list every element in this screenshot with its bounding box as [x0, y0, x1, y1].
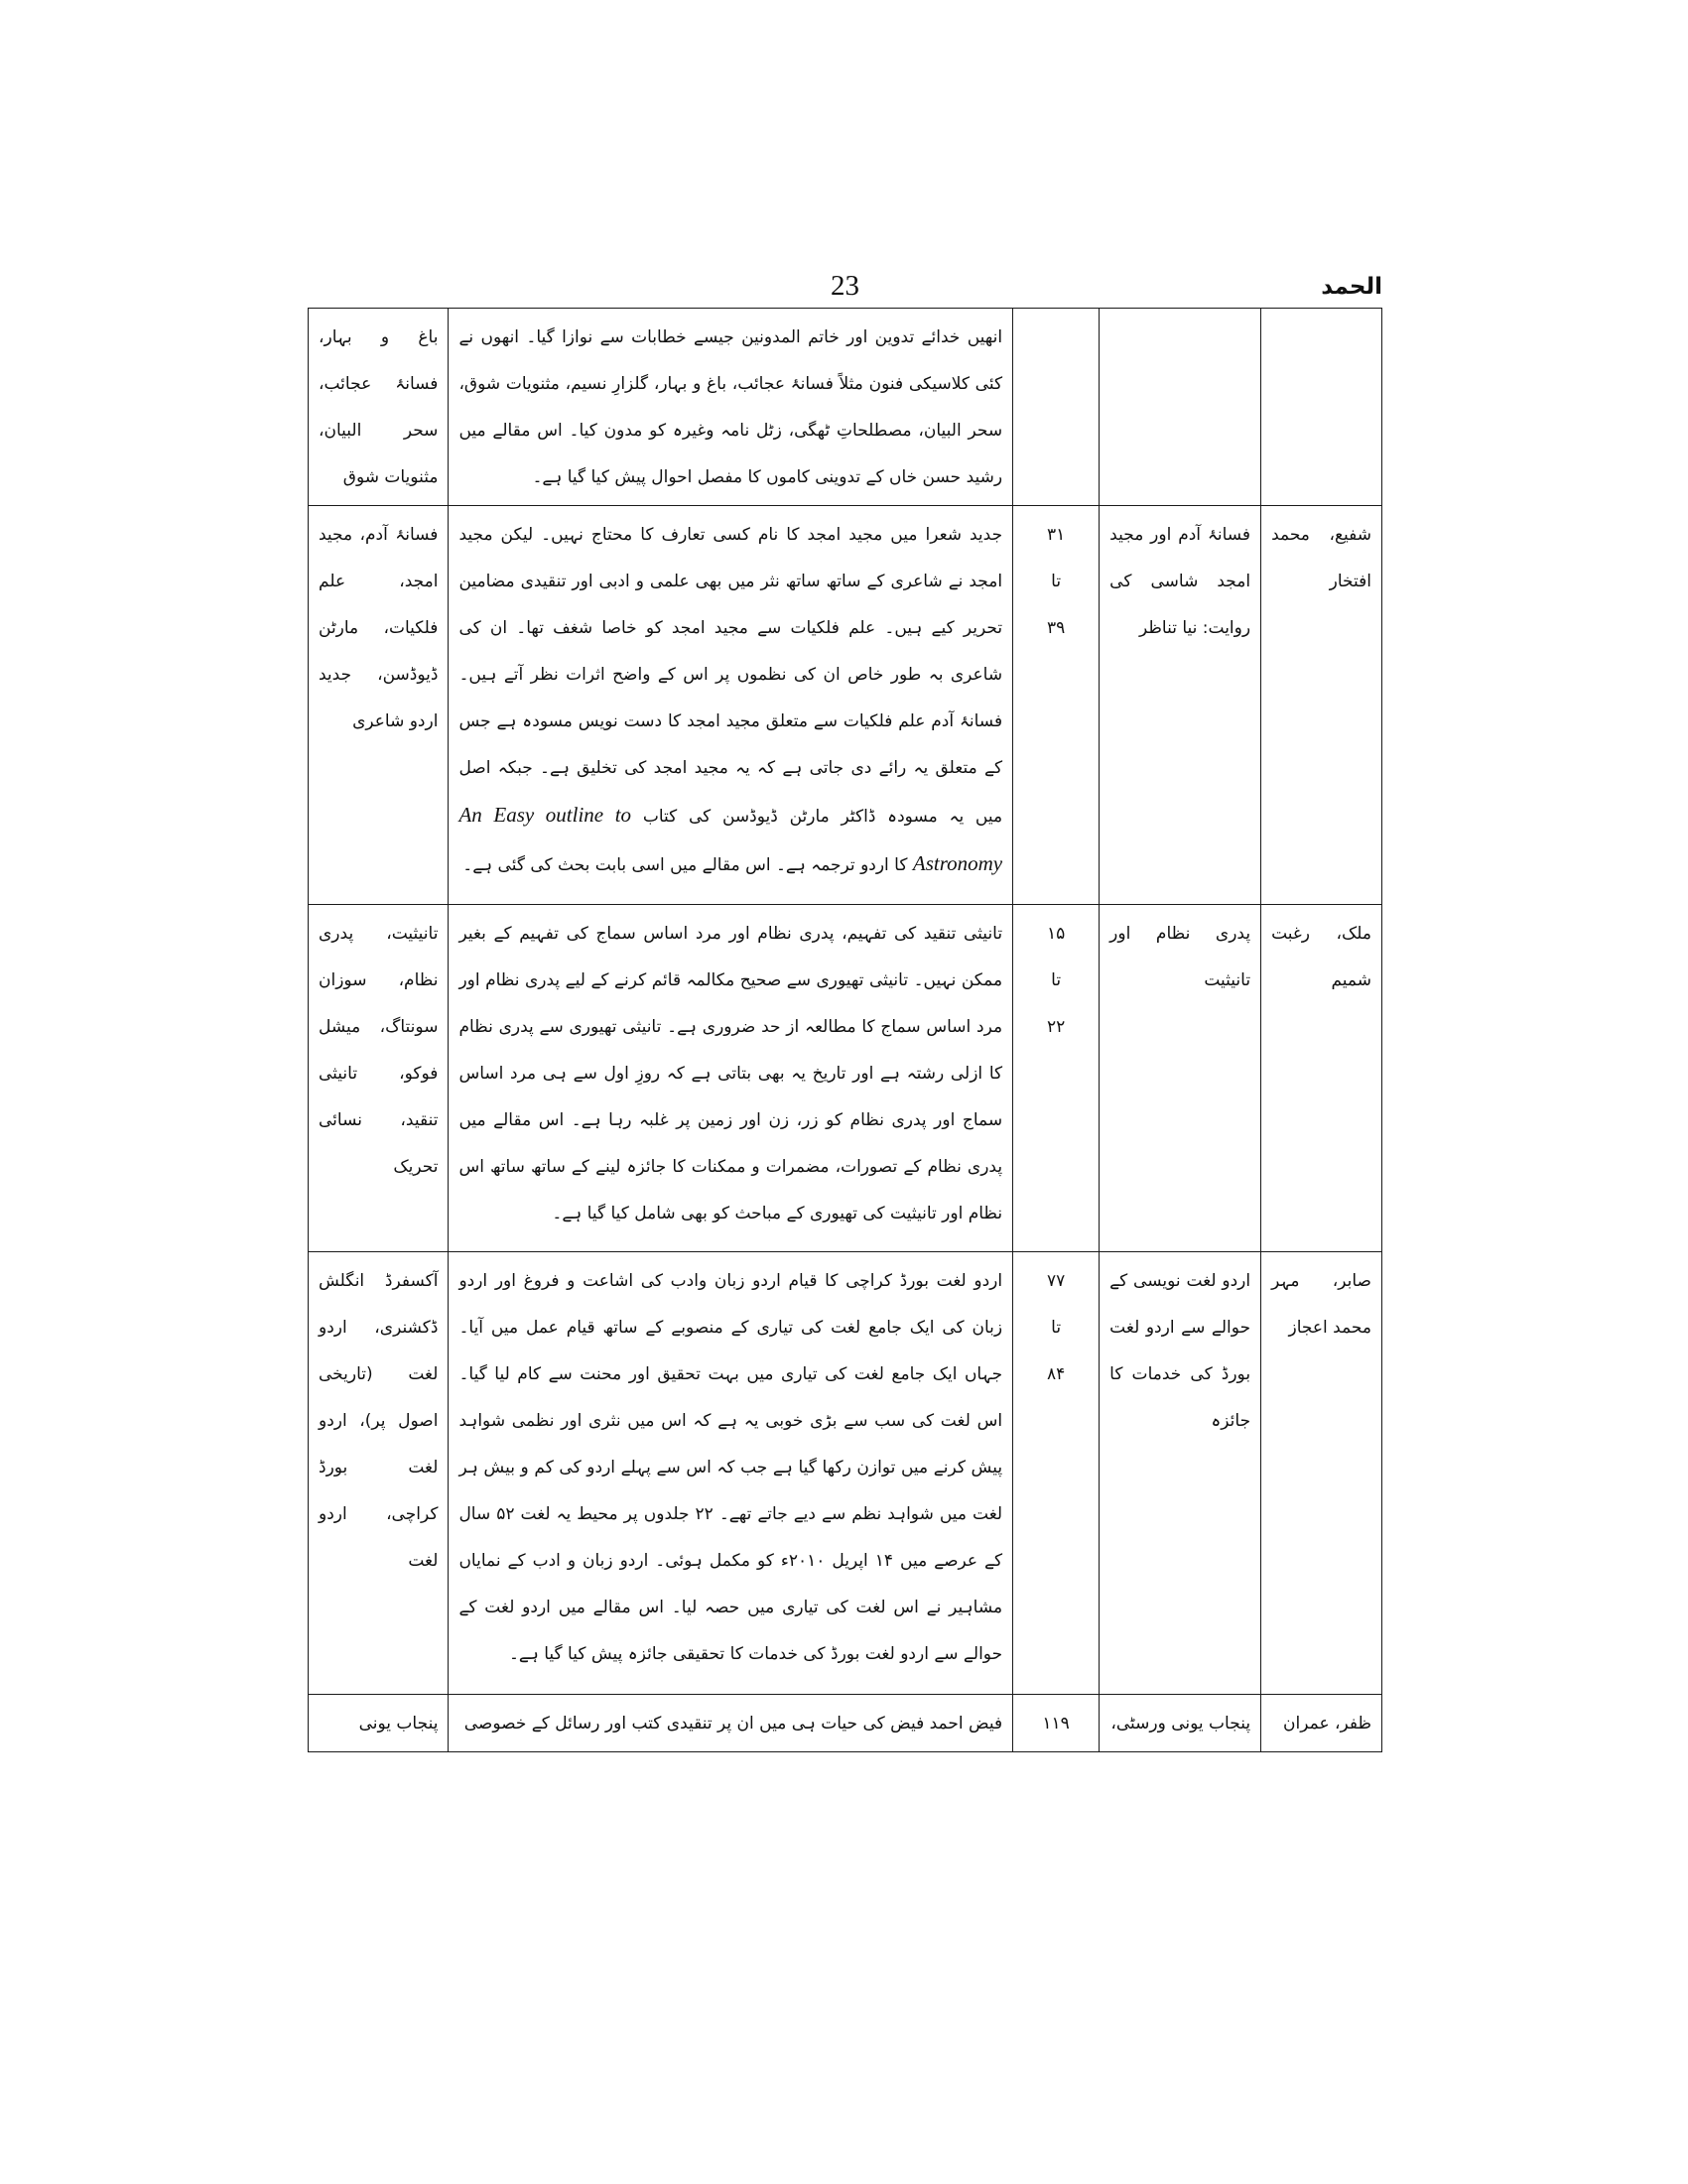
- page-start: ۷۷: [1047, 1271, 1066, 1291]
- author-cell: ملک، رغبت شمیم: [1261, 905, 1382, 1252]
- abstract-cell: تانیثی تنقید کی تفہیم، پدری نظام اور مرد اساس سماج کی تفہیم کے بغیر ممکن نہیں۔ تانیثی تھیوری سے صحیح مکالمہ قائم کرنے کے لیے پدری نظام اور مرد اساس سماج کا مطالعہ از حد ضروری ہے۔ تانیثی تھیوری سے پدری نظام کا ازلی رشتہ ہے اور تاریخ یہ بھی بتاتی ہے کہ روزِ اول سے ہی مرد اساس سماج اور پدری نظام کو زر، زن اور زمین پر غلبہ رہا ہے۔ اس مقالے میں پدری نظام کے تصورات، مضمرات و ممکنات کا جائزہ لینے کے ساتھ ساتھ اس نظام اور تانیثیت کی تھیوری کے مباحث کو بھی شامل کیا گیا ہے۔: [449, 905, 1013, 1252]
- keywords-cell: پنجاب یونی: [309, 1695, 449, 1752]
- pages-cell: [1013, 506, 1100, 905]
- keywords-cell: آکسفرڈ انگلش ڈکشنری، اردو لغت (تاریخی اصول پر)، اردو لغت بورڈ کراچی، اردو لغت: [309, 1252, 449, 1695]
- keywords-cell: باغ و بہار، فسانۂ عجائب، سحر البیان، مثنویات شوق: [309, 309, 449, 506]
- pages-cell: [1013, 905, 1100, 1252]
- abstract-cell: فیض احمد فیض کی حیات ہی میں ان پر تنقیدی کتب اور رسائل کے خصوصی: [449, 1695, 1013, 1752]
- abstract-text: جدید شعرا میں مجید امجد کا نام کسی تعارف کا محتاج نہیں۔ لیکن مجید امجد نے شاعری کے ساتھ ساتھ نثر میں بھی علمی و ادبی اور تنقیدی مضامین تحریر کیے ہیں۔ علم فلکیات سے مجید امجد کو خاصا شغف تھا۔ ان کی شاعری بہ طور خاص ان کی نظموں پر اس کے واضح اثرات نظر آتے ہیں۔ فسانۂ آدم علم فلکیات سے متعلق مجید امجد کا دست نویس مسودہ ہے جس کے متعلق یہ رائے دی جاتی ہے کہ یہ مجید امجد کی تخلیق ہے۔ جبکہ اصل میں یہ مسودہ ڈاکٹر مارٹن ڈیوڈسن کی کتاب: [458, 525, 1003, 827]
- abstract-cell: اردو لغت بورڈ کراچی کا قیام اردو زبان وادب کی اشاعت و فروغ اور اردو زبان کی ایک جامع لغت کی تیاری کے منصوبے کے ساتھ قیام عمل میں آیا۔ جہاں ایک جامع لغت کی تیاری میں بہت تحقیق اور محنت سے کام لیا گیا۔ اس لغت کی سب سے بڑی خوبی یہ ہے کہ اس میں نثری اور نظمی شواہد پیش کرنے میں توازن رکھا گیا ہے جب کہ اس سے پہلے اردو کی کم و بیش ہر لغت میں شواہد نظم سے دیے جاتے تھے۔ ۲۲ جلدوں پر محیط یہ لغت ۵۲ سال کے عرصے میں ۱۴ اپریل ۲۰۱۰ء کو مکمل ہوئی۔ اردو زبان و ادب کے نمایاں مشاہیر نے اس لغت کی تیاری میں حصہ لیا۔ اس مقالے میں اردو لغت کے حوالے سے اردو لغت بورڈ کی خدمات کا تحقیقی جائزہ پیش کیا گیا ہے۔: [449, 1252, 1013, 1695]
- table-row: [309, 1695, 1382, 1752]
- article-listing-table: [308, 308, 1382, 1752]
- author-cell: شفیع، محمد افتخار: [1261, 506, 1382, 905]
- author-cell: [1261, 309, 1382, 506]
- table-row: [309, 506, 1382, 905]
- title-cell: پنجاب یونی ورسٹی،: [1100, 1695, 1261, 1752]
- keywords-cell: تانیثیت، پدری نظام، سوزان سونتاگ، میشل فوکو، تانیثی تنقید، نسائی تحریک: [309, 905, 449, 1252]
- title-cell: [1100, 309, 1261, 506]
- page-start: ۱۵: [1047, 924, 1066, 944]
- keywords-cell: فسانۂ آدم، مجید امجد، علم فلکیات، مارٹن ڈیوڈسن، جدید اردو شاعری: [309, 506, 449, 905]
- table-row: [309, 309, 1382, 506]
- title-cell: پدری نظام اور تانیثیت: [1100, 905, 1261, 1252]
- page-start: ۳۱: [1047, 525, 1066, 545]
- abstract-text-end: کا اردو ترجمہ ہے۔ اس مقالے میں اسی بابت بحث کی گئی ہے۔: [462, 855, 908, 875]
- page-sep: تا: [1051, 970, 1062, 990]
- abstract-cell: [449, 506, 1013, 905]
- abstract-cell: انھیں خدائے تدوین اور خاتم المدونین جیسے خطابات سے نوازا گیا۔ انھوں نے کئی کلاسیکی فنون مثلاً فسانۂ عجائب، باغ و بہار، گلزارِ نسیم، مثنویات شوق، سحر البیان، مصطلحاتِ ٹھگی، زٹل نامہ وغیرہ کو مدون کیا۔ اس مقالے میں رشید حسن خاں کے تدوینی کاموں کا مفصل احوال پیش کیا گیا ہے۔: [449, 309, 1013, 506]
- journal-name: الحمد: [1321, 274, 1382, 300]
- pages-cell: [1013, 309, 1100, 506]
- page-end: ۳۹: [1047, 618, 1066, 638]
- author-cell: صابر، مہر محمد اعجاز: [1261, 1252, 1382, 1695]
- page-end: ۲۲: [1047, 1017, 1066, 1037]
- page-end: ۸۴: [1047, 1364, 1066, 1384]
- book-title-english: An Easy outline to Astronomy: [458, 803, 1003, 875]
- table-row: [309, 1252, 1382, 1695]
- table-row: [309, 905, 1382, 1252]
- title-cell: اردو لغت نویسی کے حوالے سے اردو لغت بورڈ کی خدمات کا جائزہ: [1100, 1252, 1261, 1695]
- pages-cell: [1013, 1252, 1100, 1695]
- pages-cell: [1013, 1695, 1100, 1752]
- page-header: [308, 270, 1382, 310]
- author-cell: ظفر، عمران: [1261, 1695, 1382, 1752]
- page-start: ۱۱۹: [1042, 1714, 1070, 1734]
- page-sep: تا: [1051, 1318, 1062, 1338]
- page-sep: تا: [1051, 572, 1062, 591]
- page-number: 23: [831, 270, 859, 302]
- title-cell: فسانۂ آدم اور مجید امجد شاسی کی روایت: نیا تناظر: [1100, 506, 1261, 905]
